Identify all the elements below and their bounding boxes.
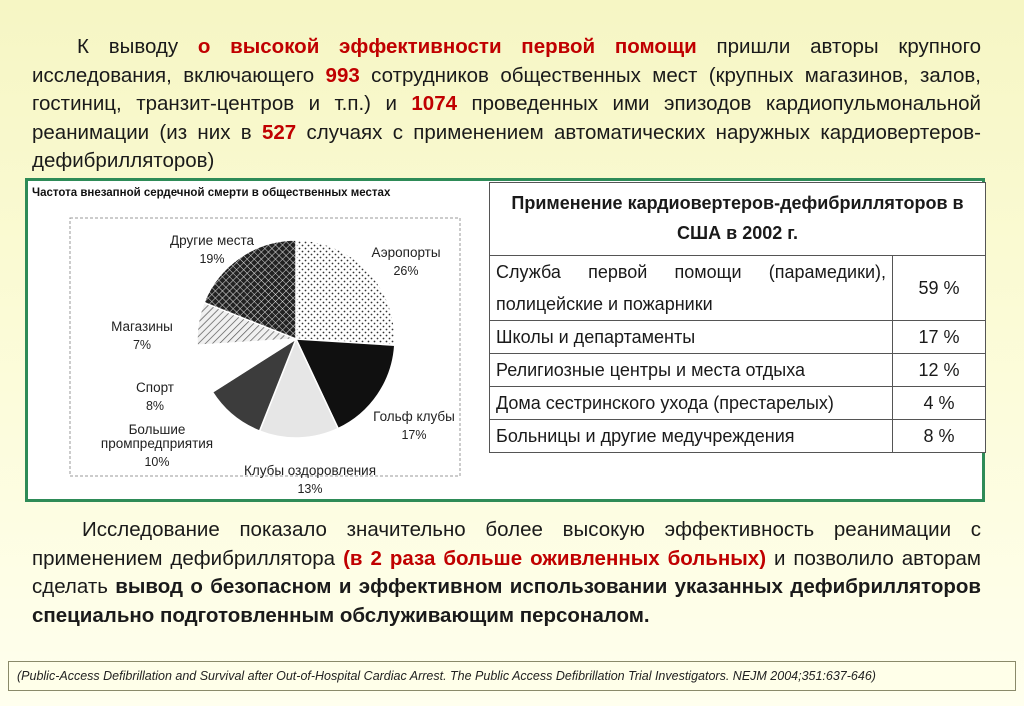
- row-value: 12 %: [893, 354, 986, 387]
- citation-text: (Public-Access Defibrillation and Survival after Out-of-Hospital Cardiac Arrest. The Public Access Defibrillation Trial Investigators.: [17, 669, 730, 683]
- table-row: [490, 321, 986, 354]
- slice-label: Гольф клубы: [373, 409, 455, 424]
- table-title: Применение кардиовертеров-дефибрилляторов в США в 2002 г.: [490, 183, 986, 256]
- row-label: Религиозные центры и места отдыха: [490, 354, 893, 387]
- slice-value-label: 7%: [132, 338, 152, 352]
- slice-label: Магазины: [111, 319, 173, 334]
- slice-value-label: 17%: [401, 428, 427, 442]
- citation-journal: NEJM 2004;351:637-646): [729, 669, 876, 683]
- table-row: [490, 387, 986, 420]
- slice-label: Аэропорты: [371, 245, 441, 260]
- conclusion-bold: вывод о безопасном и эффективном использовании указанных дефибрилляторов специально подготовленным обслуживающим персоналом.: [32, 575, 981, 627]
- slice-label: Клубы оздоровления: [243, 463, 377, 478]
- conclusion-text: и позволило авторам сделать: [32, 546, 981, 599]
- pie-chart-svg: [28, 181, 491, 499]
- row-label: Школы и департаменты: [490, 321, 893, 354]
- pie-chart: [28, 181, 491, 499]
- row-label: Больницы и другие медучреждения: [490, 420, 893, 453]
- chart-title: Частота внезапной сердечной смерти в общественных местах: [32, 187, 391, 199]
- slice-value-label: 19%: [199, 252, 225, 266]
- intro-text: сотрудников общественных мест (крупных магазинов, залов, гостиниц, транзит-центров и т.п.) и: [32, 63, 981, 116]
- table-row: [490, 354, 986, 387]
- slice-label: Другие места: [169, 233, 255, 248]
- defibrillator-case-count: 527: [261, 120, 297, 144]
- intro-text: случаях с применением автоматических наружных кардиовертеров-дефибрилляторов): [32, 120, 981, 173]
- staff-count: 993: [325, 63, 360, 87]
- table-row: [490, 256, 986, 321]
- intro-text: проведенных ими эпизодов кардиопульмональной реанимации (из них в: [32, 92, 981, 144]
- defibrillator-usage-table: [489, 182, 986, 453]
- intro-highlight: о высокой эффективности первой помощи: [197, 35, 697, 58]
- row-label: Служба первой помощи (парамедики), полицейские и пожарники: [490, 256, 893, 321]
- table-row: [490, 420, 986, 453]
- slice-label: промпредприятия: [100, 436, 214, 451]
- slice-value-label: 26%: [393, 264, 419, 278]
- conclusion-text: Исследование показало значительно более высокую эффективность реанимации с применением дефибриллятора: [32, 518, 981, 570]
- slice-value-label: 8%: [145, 399, 165, 413]
- slice-label: Большие: [128, 422, 186, 437]
- row-value: 8 %: [893, 420, 986, 453]
- row-value: 59 %: [893, 256, 986, 321]
- slice-value-label: 10%: [144, 455, 170, 469]
- row-value: 17 %: [893, 321, 986, 354]
- conclusion-paragraph: [32, 516, 981, 630]
- conclusion-highlight: (в 2 раза больше оживленных больных): [343, 546, 767, 570]
- row-value: 4 %: [893, 387, 986, 420]
- table-header-row: [490, 183, 986, 256]
- episode-count: 1074: [411, 92, 458, 116]
- intro-text: пришли авторы крупного исследования, включающего: [32, 35, 982, 87]
- citation: [8, 661, 1016, 691]
- intro-text: К выводу: [77, 35, 198, 58]
- row-label: Дома сестринского ухода (престарелых): [490, 387, 893, 420]
- intro-paragraph: [32, 33, 981, 176]
- slice-value-label: 13%: [297, 482, 323, 496]
- slice-label: Спорт: [136, 380, 174, 395]
